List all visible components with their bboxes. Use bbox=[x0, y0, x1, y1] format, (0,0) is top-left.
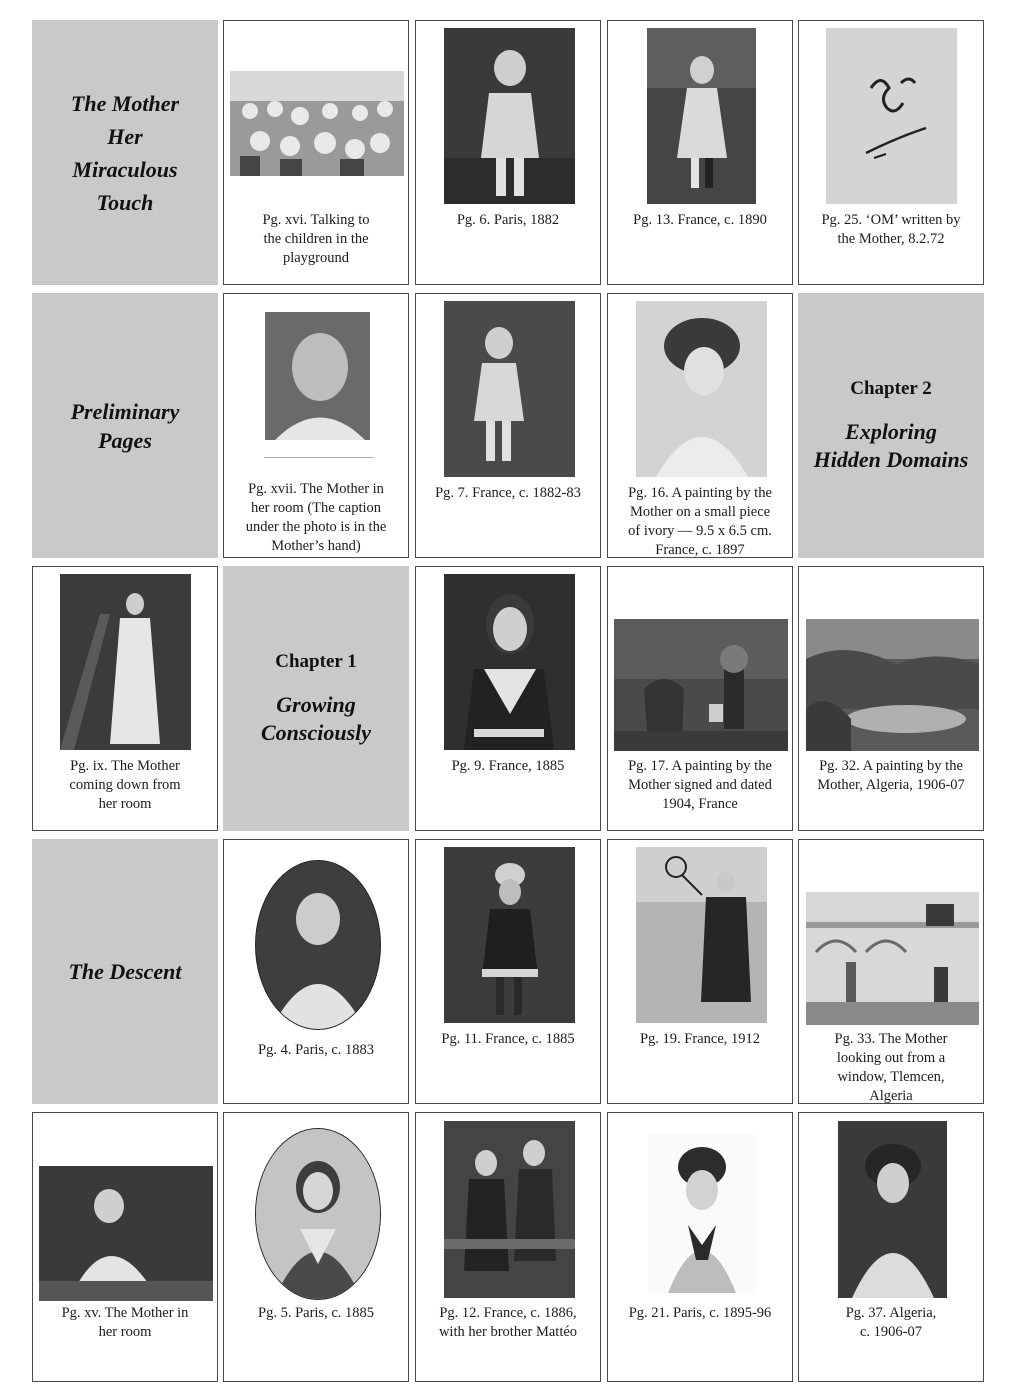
mother-seated-photo bbox=[39, 1166, 213, 1301]
section-panel-intro bbox=[32, 20, 218, 285]
caption-r1c4: Pg. 13. France, c. 1890 bbox=[633, 212, 767, 228]
children-playground-photo bbox=[230, 71, 404, 176]
caption-r4c3: Pg. 11. France, c. 1885 bbox=[441, 1031, 575, 1047]
photo-card-r5c4[interactable] bbox=[607, 1112, 793, 1382]
interior-painting-photo bbox=[614, 619, 788, 751]
section-panel-preliminary bbox=[32, 293, 218, 558]
caption-r3c3: Pg. 9. France, 1885 bbox=[451, 758, 565, 774]
photo-card-r1c5[interactable] bbox=[798, 20, 984, 285]
caption-r4c5: Pg. 33. The Mother looking out from a window, Tlemcen, Algeria bbox=[834, 1031, 948, 1104]
photo-card-r3c5[interactable] bbox=[798, 566, 984, 831]
child-standing-photo bbox=[444, 28, 575, 204]
garden-painting-photo bbox=[806, 619, 979, 751]
photo-card-r5c5[interactable] bbox=[798, 1112, 984, 1382]
photo-card-r1c2[interactable] bbox=[223, 20, 409, 285]
caption-r5c3: Pg. 12. France, c. 1886, with her brother Mattéo bbox=[438, 1305, 578, 1340]
section-panel-descent bbox=[32, 839, 218, 1104]
caption-r5c1: Pg. xv. The Mother in her room bbox=[61, 1305, 189, 1340]
caption-r3c5: Pg. 32. A painting by the Mother, Algeria, 1906-07 bbox=[817, 758, 965, 793]
caption-r3c1: Pg. ix. The Mother coming down from her room bbox=[69, 758, 181, 812]
caption-r4c2: Pg. 4. Paris, c. 1883 bbox=[258, 1042, 374, 1058]
caption-r2c4: Pg. 16. A painting by the Mother on a small piece of ivory — 9.5 x 6.5 cm. France, c. 1897 bbox=[628, 485, 772, 558]
child-oval-portrait-photo bbox=[255, 860, 381, 1030]
photo-card-r4c2[interactable] bbox=[223, 839, 409, 1104]
photo-card-r5c2[interactable] bbox=[223, 1112, 409, 1382]
caption-r3c4: Pg. 17. A painting by the Mother signed and dated 1904, France bbox=[628, 758, 772, 812]
caption-r4c4: Pg. 19. France, 1912 bbox=[639, 1031, 760, 1047]
photo-card-r2c3[interactable] bbox=[415, 293, 601, 558]
photo-card-r2c4[interactable] bbox=[607, 293, 793, 558]
child-with-hat-photo bbox=[444, 847, 575, 1023]
child-portrait-photo bbox=[444, 301, 575, 477]
house-window-photo bbox=[806, 892, 979, 1025]
photo-card-r1c4[interactable] bbox=[607, 20, 793, 285]
chapter-2-label: Chapter 2 bbox=[850, 377, 932, 399]
photo-card-r3c3[interactable] bbox=[415, 566, 601, 831]
section-title-descent: The Descent bbox=[68, 959, 182, 984]
girl-in-dress-photo bbox=[647, 28, 756, 204]
siblings-photo bbox=[444, 1121, 575, 1298]
tennis-photo bbox=[636, 847, 767, 1023]
young-woman-portrait-photo bbox=[648, 1135, 756, 1293]
caption-r1c2: Pg. xvi. Talking to the children in the playground bbox=[262, 212, 370, 266]
photo-card-r2c2[interactable] bbox=[223, 293, 409, 558]
chapter-panel-1 bbox=[223, 566, 409, 831]
photo-card-r3c1[interactable] bbox=[32, 566, 218, 831]
section-title-intro: The Mother Her Miraculous Touch bbox=[70, 90, 180, 215]
caption-r2c3: Pg. 7. France, c. 1882-83 bbox=[435, 485, 581, 501]
photo-card-r1c3[interactable] bbox=[415, 20, 601, 285]
child-sailor-dress-photo bbox=[444, 574, 575, 750]
photo-card-r5c3[interactable] bbox=[415, 1112, 601, 1382]
chapter-panel-2 bbox=[798, 293, 984, 558]
photo-card-r4c4[interactable] bbox=[607, 839, 793, 1104]
chapter-2-title: Exploring Hidden Domains bbox=[813, 418, 969, 472]
chapter-1-title: Growing Consciously bbox=[260, 691, 372, 745]
child-oval-portrait-photo bbox=[255, 1128, 381, 1300]
photo-card-r4c3[interactable] bbox=[415, 839, 601, 1104]
caption-r5c4: Pg. 21. Paris, c. 1895-96 bbox=[628, 1305, 772, 1321]
caption-r5c2: Pg. 5. Paris, c. 1885 bbox=[258, 1305, 374, 1321]
section-title-preliminary: Preliminary Pages bbox=[70, 398, 180, 453]
photo-card-r3c4[interactable] bbox=[607, 566, 793, 831]
caption-r1c5: Pg. 25. ‘OM’ written by the Mother, 8.2.72 bbox=[821, 212, 961, 247]
caption-r2c2: Pg. xvii. The Mother in her room (The caption under the photo is in the Mother’s hand) bbox=[245, 481, 387, 554]
chapter-1-label: Chapter 1 bbox=[275, 650, 357, 672]
photo-card-r5c1[interactable] bbox=[32, 1112, 218, 1382]
caption-r1c3: Pg. 6. Paris, 1882 bbox=[456, 212, 560, 228]
caption-r5c5: Pg. 37. Algeria, c. 1906-07 bbox=[845, 1305, 937, 1340]
photo-card-r4c5[interactable] bbox=[798, 839, 984, 1104]
om-handwriting-photo bbox=[826, 28, 957, 204]
handwritten-caption-line bbox=[264, 451, 374, 458]
mother-portrait-photo bbox=[265, 312, 370, 440]
mother-on-stairs-photo bbox=[60, 574, 191, 750]
woman-portrait-photo bbox=[838, 1121, 947, 1298]
ivory-painting-photo bbox=[636, 301, 767, 477]
